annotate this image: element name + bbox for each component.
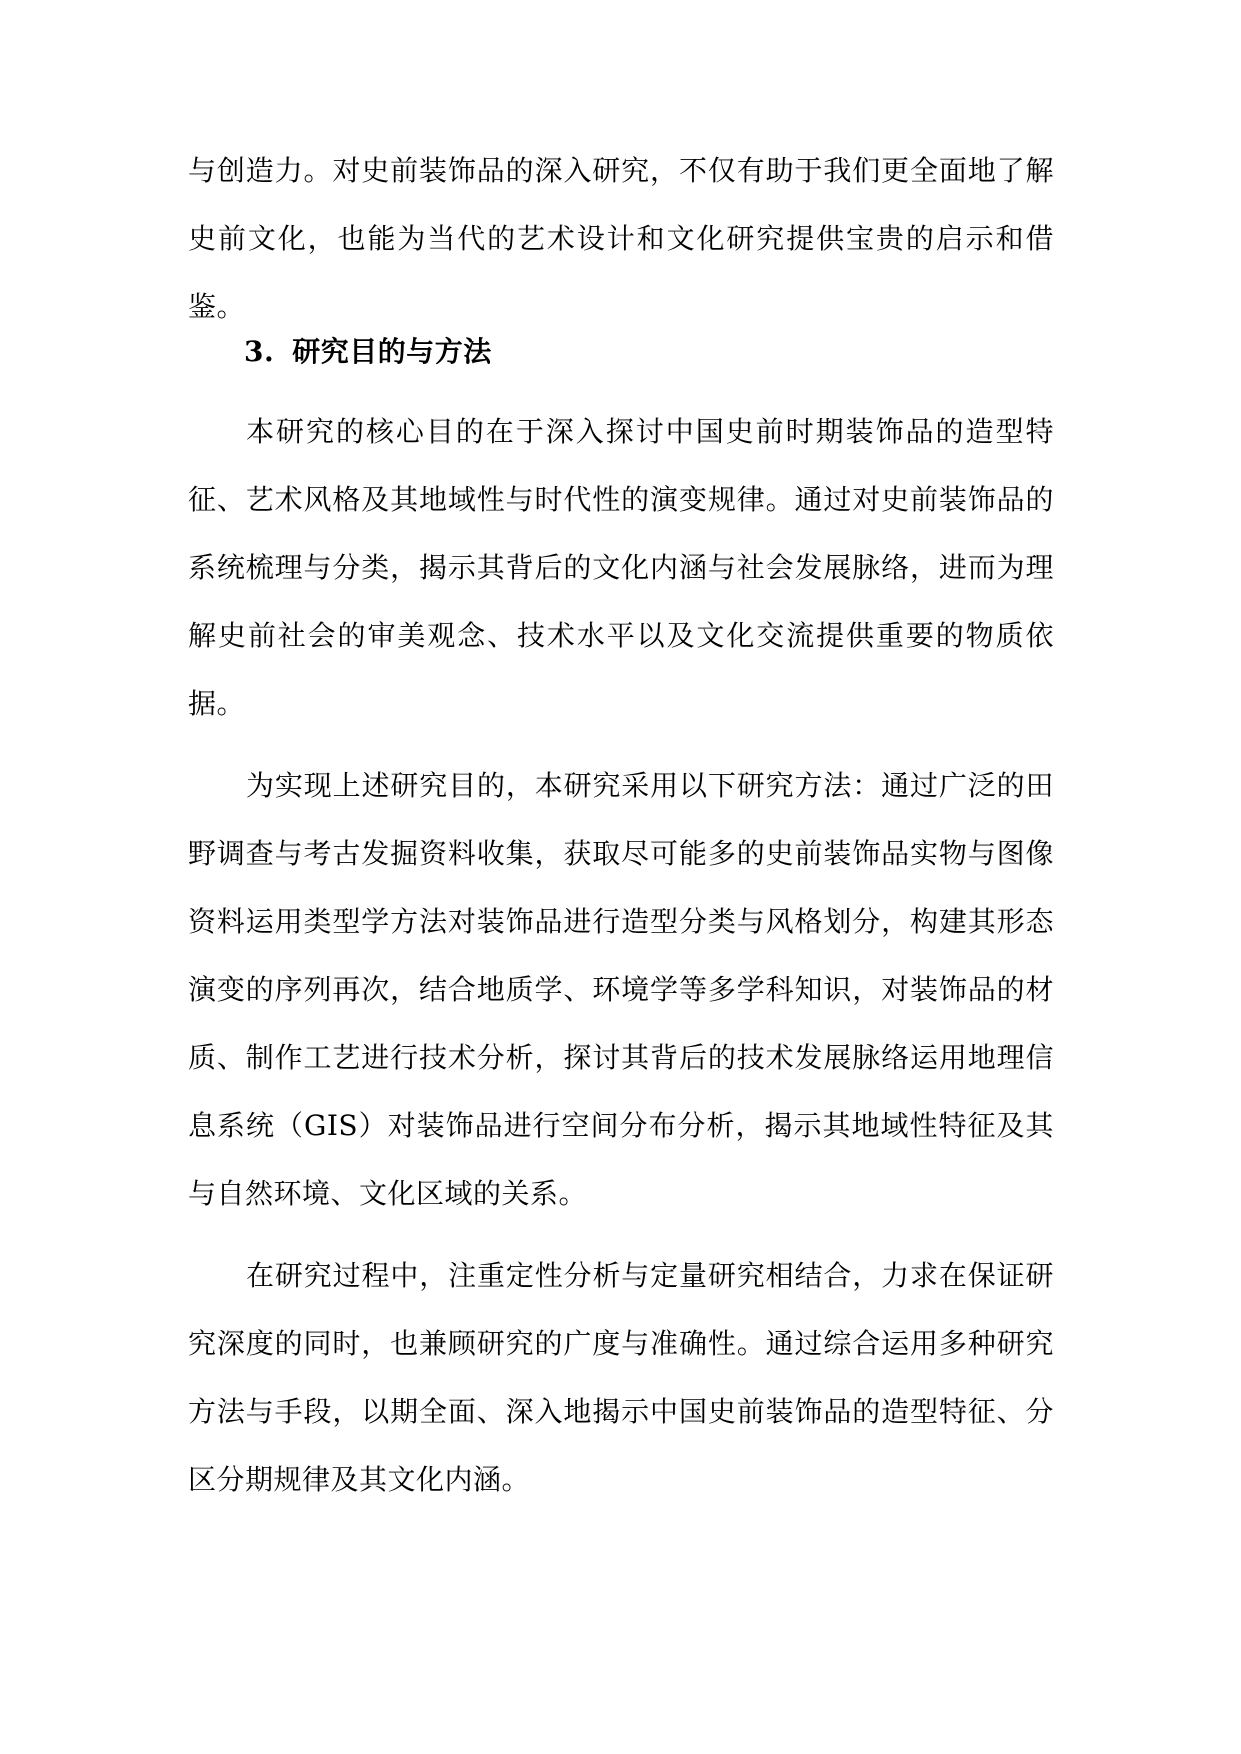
section-body [188, 398, 1054, 1528]
intro-paragraph: 与创造力。对史前装饰品的深入研究，不仅有助于我们更全面地了解史前文化，也能为当代的艺术设计和文化研究提供宝贵的启示和借鉴。 [188, 154, 1054, 323]
section-heading [244, 318, 492, 386]
section-title: 研究目的与方法 [292, 335, 492, 368]
body-paragraph: 在研究过程中，注重定性分析与定量研究相结合，力求在保证研究深度的同时，也兼顾研究的广度与准确性。通过综合运用多种研究方法与手段，以期全面、深入地揭示中国史前装饰品的造型特征、分区分期规律及其文化内涵。 [188, 1259, 1054, 1496]
body-paragraph: 为实现上述研究目的，本研究采用以下研究方法：通过广泛的田野调查与考古发掘资料收集，获取尽可能多的史前装饰品实物与图像资料运用类型学方法对装饰品进行造型分类与风格划分，构建其形态演变的序列再次，结合地质学、环境学等多学科知识，对装饰品的材质、制作工艺进行技术分析，探讨其背后的技术发展脉络运用地理信息系统（GIS）对装饰品进行空间分布分析，揭示其地域性特征及其与自然环境、文化区域的关系。 [188, 769, 1054, 1210]
body-paragraph: 本研究的核心目的在于深入探讨中国史前时期装饰品的造型特征、艺术风格及其地域性与时代性的演变规律。通过对史前装饰品的系统梳理与分类，揭示其背后的文化内涵与社会发展脉络，进而为理解史前社会的审美观念、技术水平以及文化交流提供重要的物质依据。 [188, 415, 1054, 720]
section-number: 3. [244, 335, 275, 368]
